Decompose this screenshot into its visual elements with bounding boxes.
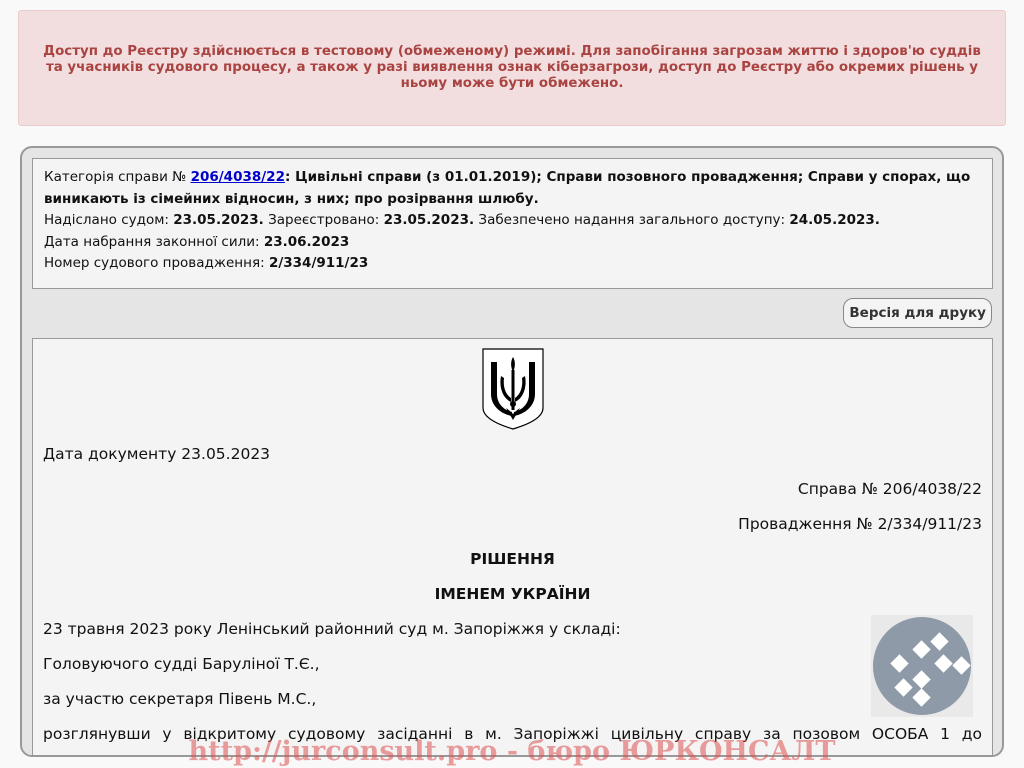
paragraph-judge: Головуючого судді Баруліної Т.Є., xyxy=(43,655,320,673)
public-access-date: 24.05.2023. xyxy=(789,212,880,228)
category-label: Категорія справи № xyxy=(44,169,191,185)
legal-force-row xyxy=(44,232,981,254)
document-date: Дата документу 23.05.2023 xyxy=(43,445,271,463)
proceeding-row xyxy=(44,253,981,275)
proceeding-number: 2/334/911/23 xyxy=(268,255,369,271)
case-number-link[interactable]: 206/4038/22 xyxy=(190,169,285,185)
paragraph-secretary: за участю секретаря Півень М.С., xyxy=(43,690,317,708)
public-access-label: Забезпечено надання загального доступу: xyxy=(474,212,790,228)
sent-date: 23.05.2023. xyxy=(173,212,264,228)
category-text: : Цивільні справи (з 01.01.2019); Справи позовного провадження; Справи у спорах, що виникають із сімейних відносин, з них; про розірвання шлюбу. xyxy=(44,169,971,207)
registered-label: Зареєстровано: xyxy=(263,212,384,228)
legal-force-label: Дата набрання законної сили: xyxy=(44,233,264,250)
case-info-panel xyxy=(32,158,993,289)
proceeding-reference: Провадження № 2/334/911/23 xyxy=(738,515,982,533)
category-row xyxy=(44,167,981,210)
print-version-button[interactable]: Версія для друку xyxy=(843,298,992,328)
document-title: РІШЕННЯ xyxy=(470,550,555,568)
legal-force-date: 23.06.2023 xyxy=(263,233,350,250)
document-subtitle: ІМЕНЕМ УКРАЇНИ xyxy=(434,585,591,603)
paragraph-court: 23 травня 2023 року Ленінський районний суд м. Запоріжжя у складі: xyxy=(43,620,621,638)
site-watermark: http://jurconsult.pro - бюро ЮРКОНСАЛТ xyxy=(188,736,836,767)
ukraine-trident-icon xyxy=(482,348,544,430)
sent-label: Надіслано судом: xyxy=(44,212,174,228)
access-warning-text: Доступ до Реєстру здійснюється в тестовому (обмеженому) режимі. Для запобігання загрозам життю і здоров'ю суддів та учасників судового процесу, а також у разі виявлення ознак кіберзагрози, доступ до Реєстру або окремих рішень у ньому може бути обмежено. xyxy=(43,44,981,91)
dates-row xyxy=(44,210,981,232)
case-reference: Справа № 206/4038/22 xyxy=(797,480,982,498)
paragraph-hearing: розглянувши у відкритому судовому засіданні в м. Запоріжжі цивільну справу за позовом ОСОБА 1 до xyxy=(43,725,982,743)
proceeding-label: Номер судового провадження: xyxy=(44,255,269,271)
registered-date: 23.05.2023. xyxy=(383,212,475,228)
case-container xyxy=(20,146,1004,757)
access-warning-banner xyxy=(18,10,1006,126)
jurconsult-logo-icon xyxy=(871,615,973,717)
document-body xyxy=(32,338,993,757)
